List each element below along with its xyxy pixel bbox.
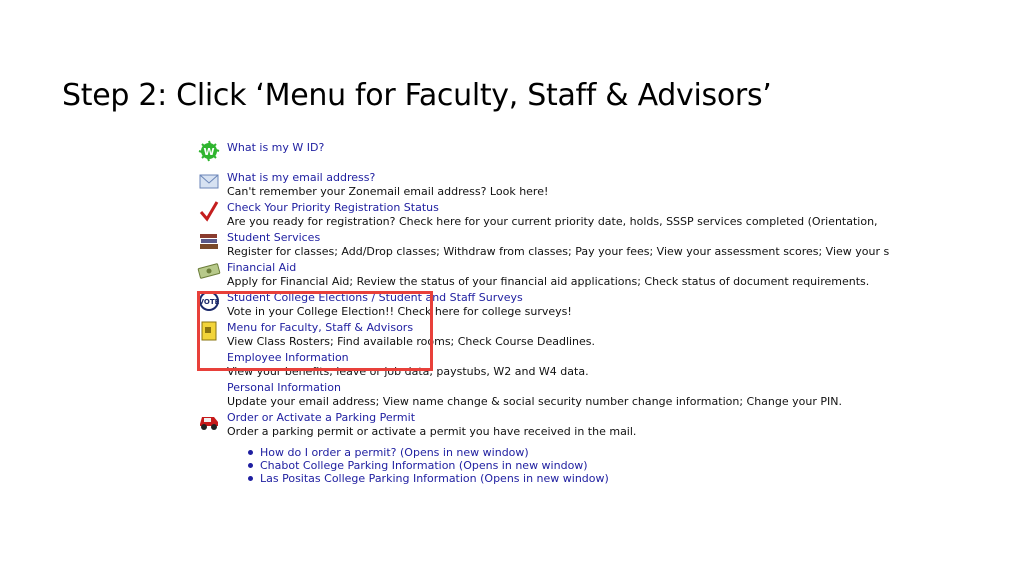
folder-icon <box>198 320 220 342</box>
list-item[interactable]: How do I order a permit? (Opens in new window) <box>248 446 609 459</box>
menu-item-email <box>196 168 816 198</box>
parking-links-list <box>248 446 609 485</box>
svg-text:W: W <box>203 147 215 158</box>
books-icon <box>198 230 220 252</box>
financial-aid-link[interactable]: Financial Aid <box>227 261 297 274</box>
menu-item-financial-aid <box>196 258 870 288</box>
student-services-link[interactable]: Student Services <box>227 231 321 244</box>
menu-item-priority-registration <box>196 198 878 228</box>
what-is-my-wid-link[interactable]: What is my W ID? <box>227 141 325 154</box>
menu-item-faculty-staff <box>196 318 816 348</box>
email-description: Can't remember your Zonemail email address? Look here! <box>227 185 549 198</box>
faculty-staff-description: View Class Rosters; Find available rooms; Check Course Deadlines. <box>227 335 596 348</box>
menu-for-faculty-staff-advisors-link[interactable]: Menu for Faculty, Staff & Advisors <box>227 321 414 334</box>
menu-item-personal-information <box>196 378 842 408</box>
list-item[interactable]: Las Positas College Parking Information (Opens in new window) <box>248 472 609 485</box>
employee-information-link[interactable]: Employee Information <box>227 351 349 364</box>
menu-item-wid <box>196 138 816 168</box>
w-logo-icon <box>198 140 220 162</box>
elections-surveys-link[interactable]: Student College Elections / Student and Staff Surveys <box>227 291 523 304</box>
slide-title: Step 2: Click ‘Menu for Faculty, Staff & Advisors’ <box>62 78 772 113</box>
employee-information-description: View your benefits, leave or job data, paystubs, W2 and W4 data. <box>227 365 589 378</box>
portal-menu-screenshot <box>196 138 890 498</box>
student-services-description: Register for classes; Add/Drop classes; Withdraw from classes; Pay your fees; View your assessment scores; View your s <box>227 245 890 258</box>
envelope-icon <box>198 170 220 192</box>
svg-text:VOTE: VOTE <box>198 298 220 306</box>
menu-item-employee-information <box>196 348 816 378</box>
what-is-my-email-link[interactable]: What is my email address? <box>227 171 376 184</box>
parking-icon <box>198 410 220 432</box>
elections-description: Vote in your College Election!! Check here for college surveys! <box>227 305 572 318</box>
menu-item-elections <box>196 288 816 318</box>
money-icon <box>198 260 220 282</box>
financial-aid-description: Apply for Financial Aid; Review the status of your financial aid applications; Check status of document requirements. <box>227 275 870 288</box>
vote-icon <box>198 290 220 312</box>
personal-information-description: Update your email address; View name change & social security number change information; Change your PIN. <box>227 395 842 408</box>
menu-item-parking-permit <box>196 408 816 438</box>
menu-item-student-services <box>196 228 890 258</box>
parking-permit-link[interactable]: Order or Activate a Parking Permit <box>227 411 416 424</box>
list-item[interactable]: Chabot College Parking Information (Opens in new window) <box>248 459 609 472</box>
parking-permit-description: Order a parking permit or activate a permit you have received in the mail. <box>227 425 637 438</box>
priority-registration-link[interactable]: Check Your Priority Registration Status <box>227 201 439 214</box>
checkmark-icon <box>198 200 220 222</box>
personal-information-link[interactable]: Personal Information <box>227 381 341 394</box>
priority-registration-description: Are you ready for registration? Check here for your current priority date, holds, SSSP services completed (Orientation, <box>227 215 878 228</box>
